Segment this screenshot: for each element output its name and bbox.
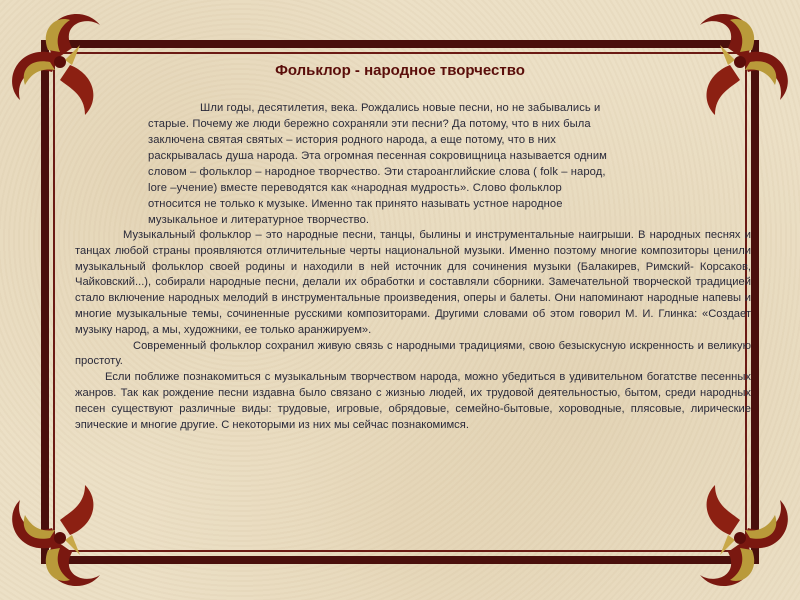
- intro-line: раскрывалась душа народа. Эта огромная песенная сокровищница называется одним: [148, 150, 607, 162]
- floral-ornament-icon: [680, 0, 800, 120]
- floral-ornament-icon: [0, 0, 120, 120]
- intro-line: относится не только к музыке. Именно так принято называть устное народное: [148, 198, 563, 210]
- page-title: Фольклор - народное творчество: [275, 62, 525, 79]
- body-text: [75, 228, 751, 433]
- paragraph: Если поближе познакомиться с музыкальным творчеством народа, можно убедиться в удивительном богатстве песенных жанров. Так как рождение песни издавна было связано с жизнью людей, их трудовой деятельностью, бытом, среди народных песен существуют различные виды: трудовые, игровые, обрядовые, семейно-бытовые, хороводные, плясовые, лирические эпические и многие другие. С некоторыми из них мы сейчас познакомимся.: [75, 371, 751, 431]
- intro-block: [148, 100, 688, 228]
- floral-ornament-icon: [0, 480, 120, 600]
- intro-line: заключена святая святых – история родного народа, а еще потому, что в них: [148, 134, 556, 146]
- paragraph: Современный фольклор сохранил живую связь с народными традициями, свою безыскусную искренность и великую простоту.: [75, 339, 751, 368]
- intro-line: lore –учение) вместе переводятся как «народная мудрость». Слово фольклор: [148, 182, 562, 194]
- intro-line: словом – фольклор – народное творчество. Эти староанглийские слова ( folk – народ,: [148, 166, 606, 178]
- intro-line: старые. Почему же люди бережно сохраняли эти песни? Да потому, что в них была: [148, 118, 591, 130]
- intro-line: музыкальное и литературное творчество.: [148, 214, 370, 226]
- intro-line: Шли годы, десятилетия, века. Рождались новые песни, но не забывались и: [200, 102, 601, 114]
- paragraph: Музыкальный фольклор – это народные песни, танцы, былины и инструментальные наигрыши. В народных песнях и танцах любой страны проявляются отличительные черты национальной музыки. Именно поэтому многие композиторы ценили музыкальный фольклор своей родины и находили в ней источник для сочинения музыки (Балакирев, Римский- Корсаков, Чайковский...), собирали народные песни, делали их обработки и составляли сборники. Замечательной творческой традицией стало включение народных мелодий в инструментальные произведения, оперы и балеты. Они напоминают народные напевы и многие музыкальные темы, сочиненные русскими композиторами. Другими словами об этом говорил М. И. Глинка: «Создает музыку народ, а мы, художники, ее только аранжируем».: [75, 229, 751, 336]
- floral-ornament-icon: [680, 480, 800, 600]
